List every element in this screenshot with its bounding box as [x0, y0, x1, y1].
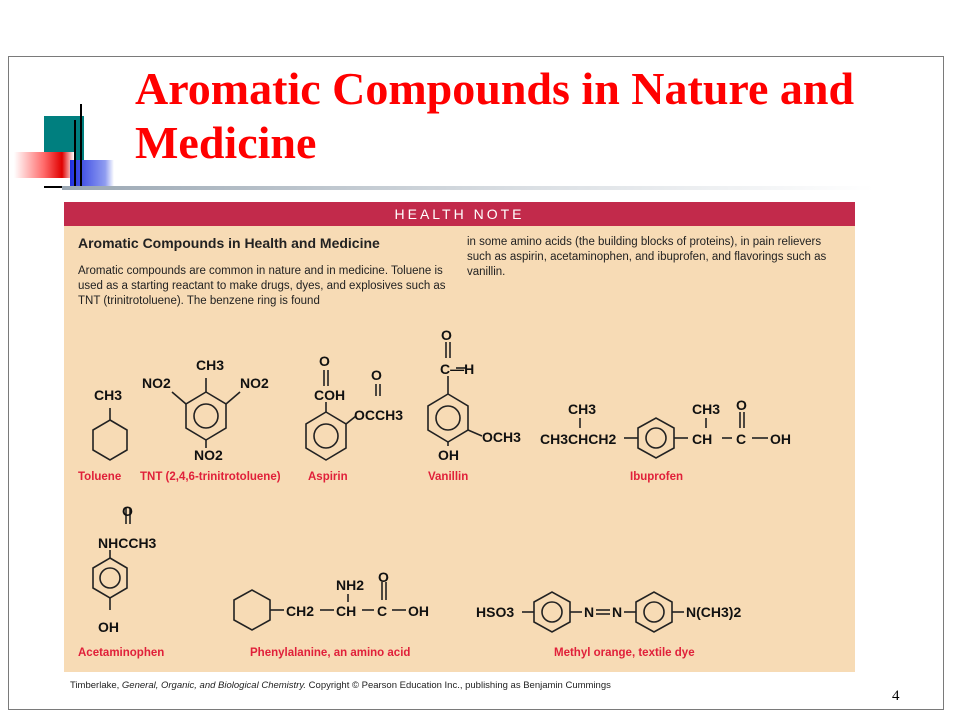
phenylalanine-group-oh: OH	[408, 603, 429, 619]
methyl-orange-group-n-left: N	[584, 604, 595, 620]
credit-suffix: Copyright © Pearson Education Inc., publishing as Benjamin Cummings	[306, 680, 611, 691]
ibuprofen-caption: Ibuprofen	[630, 471, 684, 483]
health-note-text-right: in some amino acids (the building blocks of proteins), in pain relievers such as aspirin, acetaminophen, and ibuprofen, and flavorings such as vanillin.	[467, 236, 827, 278]
vanillin-ring	[428, 342, 482, 446]
decor-vertical-line-2	[74, 120, 76, 190]
phenylalanine-group-ch: CH	[336, 603, 357, 619]
health-note-heading: Aromatic Compounds in Health and Medicine	[78, 235, 380, 251]
vanillin-group-ch: C—H	[440, 361, 475, 377]
credit-line	[70, 680, 611, 691]
vanillin-caption: Vanillin	[428, 471, 469, 483]
title-rule	[62, 186, 874, 190]
methyl-orange-group-n-right: N	[612, 604, 623, 620]
acetaminophen-caption: Acetaminophen	[78, 647, 165, 659]
chemical-structures	[64, 320, 855, 672]
acetaminophen-group-nhcch3: NHCCH3	[98, 535, 157, 551]
ibuprofen-group-oh: OH	[770, 431, 791, 447]
phenylalanine-group-o: O	[378, 569, 389, 585]
ibuprofen-group-ch3-right: CH3	[692, 401, 721, 417]
decor-red-bar	[14, 152, 74, 178]
acetaminophen-group-oh: OH	[98, 619, 119, 635]
aspirin-group-o-top: O	[319, 353, 330, 369]
aspirin-group-o-right: O	[371, 367, 382, 383]
health-note-banner: HEALTH NOTE	[64, 202, 855, 226]
acetaminophen-group-o: O	[122, 503, 133, 519]
health-note-text-left: Aromatic compounds are common in nature and in medicine. Toluene is used as a starting reactant to make drugs, dyes, and explosives such as TNT (trinitrotoluene). The benzene ring is found	[78, 265, 446, 307]
tnt-group-no2-bottom: NO2	[194, 447, 223, 463]
phenylalanine-group-ch2: CH2	[286, 603, 315, 619]
methyl-orange-caption: Methyl orange, textile dye	[554, 647, 695, 659]
slide-title: Aromatic Compounds in Nature and Medicine	[135, 63, 855, 168]
tnt-ring	[172, 378, 240, 448]
aspirin-group-coh: COH	[314, 387, 346, 403]
methyl-orange-group-hso3: HSO3	[476, 604, 515, 620]
methyl-orange-rings	[522, 592, 684, 632]
toluene-group-ch3: CH3	[94, 387, 123, 403]
aspirin-caption: Aspirin	[308, 471, 348, 483]
vanillin-group-o: O	[441, 327, 452, 343]
tnt-group-no2-right: NO2	[240, 375, 269, 391]
ibuprofen-group-ch: CH	[692, 431, 713, 447]
acetaminophen-ring	[93, 508, 130, 610]
ibuprofen-group-chain: CH3CHCH2	[540, 431, 617, 447]
vanillin-group-oh: OH	[438, 447, 459, 463]
page-number: 4	[892, 688, 900, 704]
credit-prefix: Timberlake,	[70, 680, 122, 691]
phenylalanine-group-c: C	[377, 603, 388, 619]
ibuprofen-group-o: O	[736, 397, 747, 413]
credit-book-title: General, Organic, and Biological Chemistry.	[121, 680, 307, 691]
toluene-ring	[93, 408, 127, 460]
toluene-caption: Toluene	[78, 471, 122, 483]
ibuprofen-group-c: C	[736, 431, 747, 447]
vanillin-group-och3: OCH3	[482, 429, 521, 445]
methyl-orange-group-nme2: N(CH3)2	[686, 604, 742, 620]
phenylalanine-group-nh2: NH2	[336, 577, 365, 593]
tnt-group-no2-left: NO2	[142, 375, 171, 391]
decor-vertical-line	[80, 104, 82, 190]
tnt-caption: TNT (2,4,6-trinitrotoluene)	[140, 471, 281, 483]
tnt-group-ch3: CH3	[196, 357, 225, 373]
ibuprofen-group-ch3-left: CH3	[568, 401, 597, 417]
phenylalanine-caption: Phenylalanine, an amino acid	[250, 647, 411, 659]
aspirin-group-occh3: OCCH3	[354, 407, 404, 423]
